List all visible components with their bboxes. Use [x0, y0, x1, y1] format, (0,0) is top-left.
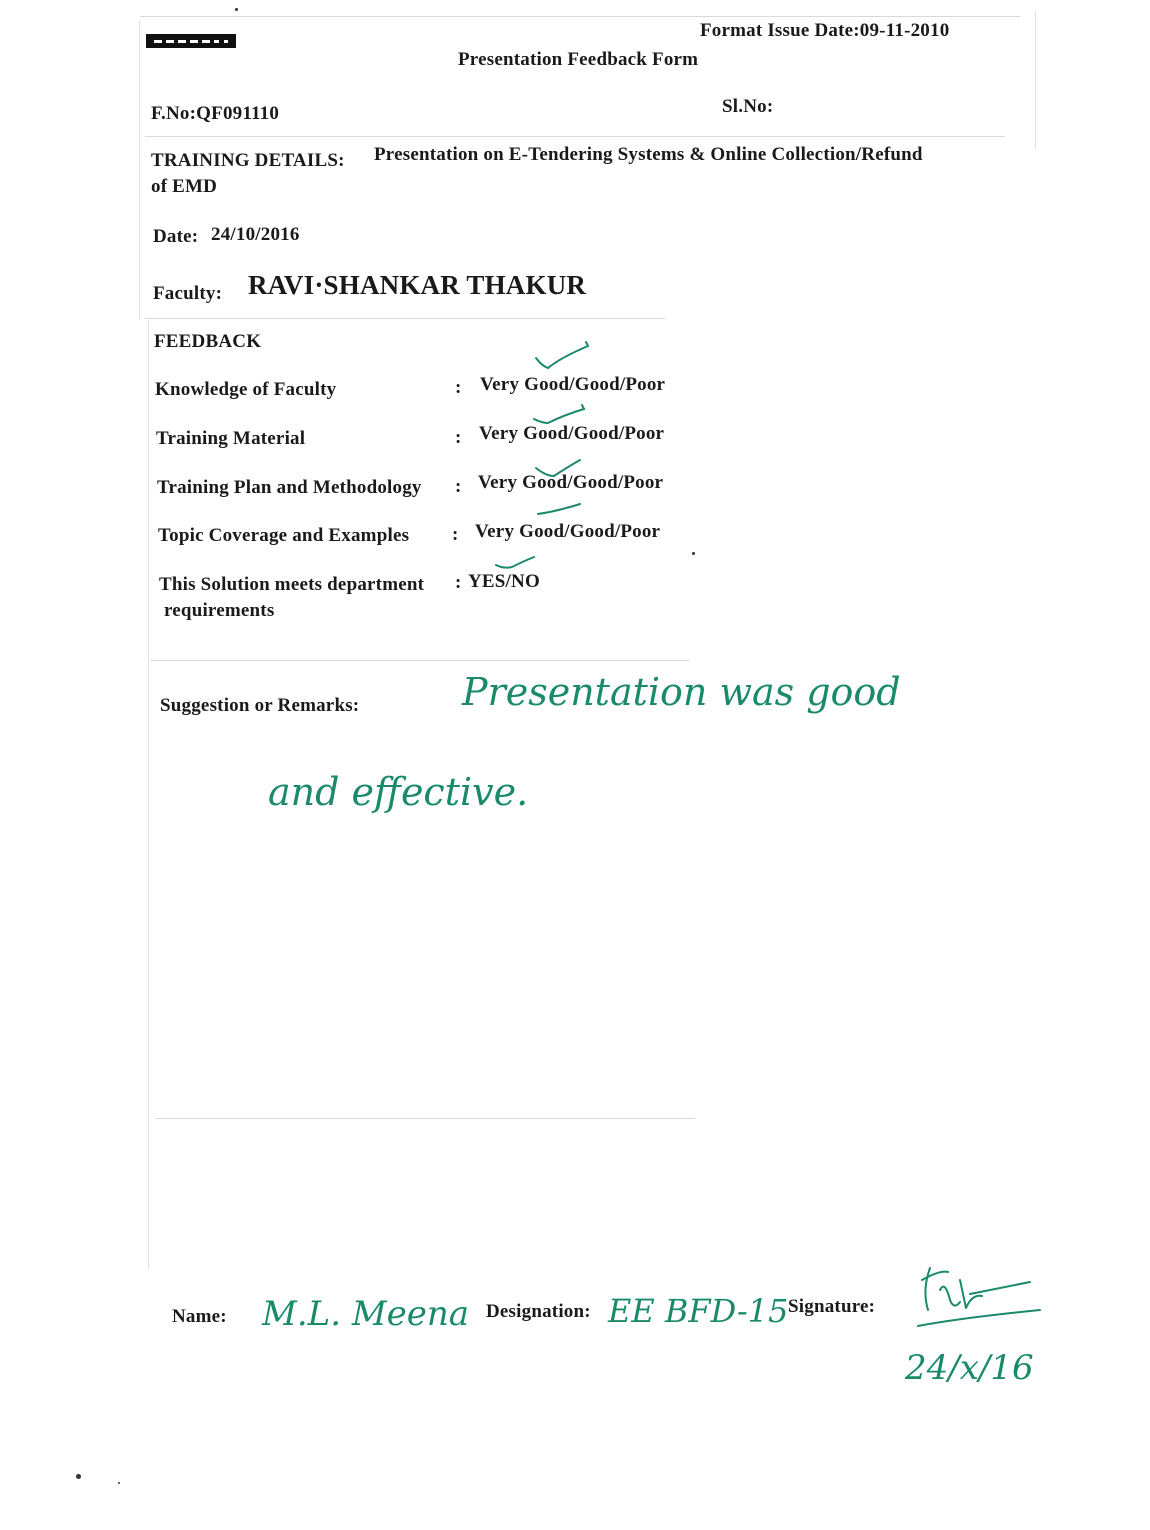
remarks-rule	[155, 1118, 695, 1119]
remarks-label: Suggestion or Remarks:	[160, 695, 360, 716]
feedback-heading: FEEDBACK	[154, 331, 262, 352]
remarks-handwriting-cont: and effective.	[268, 770, 529, 814]
training-details-value-cont: of EMD	[151, 176, 218, 197]
rating-options: Very Good/Good/Poor	[479, 423, 665, 444]
criterion-label: Training Material	[156, 428, 306, 449]
criterion-colon: :	[455, 476, 462, 497]
scan-speck	[692, 552, 695, 555]
check-mark-icon	[534, 500, 594, 522]
form-title: Presentation Feedback Form	[458, 49, 699, 70]
left-margin-line-lower	[148, 320, 149, 1270]
check-mark-icon	[530, 338, 600, 374]
header-rule	[145, 136, 1005, 137]
serial-number-label: Sl.No:	[722, 96, 774, 117]
scan-speck	[76, 1474, 81, 1479]
form-number: F.No:QF091110	[151, 103, 280, 124]
criterion-label: Topic Coverage and Examples	[158, 525, 410, 546]
name-label: Name:	[172, 1306, 227, 1327]
criterion-colon: :	[455, 377, 462, 398]
left-margin-line	[139, 20, 140, 320]
date-label: Date:	[153, 226, 199, 247]
name-handwriting: M.L. Meena	[262, 1294, 470, 1334]
logo	[146, 34, 236, 48]
faculty-label: Faculty:	[153, 283, 223, 304]
signature-label: Signature:	[788, 1296, 876, 1317]
yes-no-options: YES/NO	[468, 571, 540, 592]
criterion-label-cont: requirements	[164, 600, 275, 621]
faculty-rule	[145, 318, 665, 319]
rating-options: Very Good/Good/Poor	[475, 521, 661, 542]
faculty-name: RAVI·SHANKAR THAKUR	[248, 270, 587, 300]
training-details-label: TRAINING DETAILS:	[151, 150, 345, 171]
signature-date-handwriting: 24/x/16	[905, 1348, 1034, 1388]
check-mark-icon	[530, 403, 600, 429]
date-value: 24/10/2016	[211, 224, 300, 245]
check-mark-icon	[532, 456, 592, 482]
designation-handwriting: EE BFD-15	[608, 1292, 789, 1330]
rating-options: Very Good/Good/Poor	[480, 374, 666, 395]
criterion-label: Training Plan and Methodology	[157, 477, 422, 498]
scan-speck	[118, 1482, 120, 1484]
check-mark-icon	[494, 549, 544, 573]
criterion-label: Knowledge of Faculty	[155, 379, 337, 400]
rating-options: Very Good/Good/Poor	[478, 472, 664, 493]
criterion-colon: :	[455, 427, 462, 448]
criterion-label: This Solution meets department	[159, 574, 425, 595]
remarks-handwriting: Presentation was good	[462, 670, 901, 714]
signature-mark	[900, 1260, 1060, 1340]
criterion-colon: :	[452, 524, 459, 545]
right-margin-line	[1035, 10, 1036, 150]
scan-speck	[235, 8, 238, 11]
criterion-colon: :	[455, 572, 462, 593]
top-rule	[140, 16, 1020, 17]
feedback-rule	[150, 660, 690, 661]
training-details-value: Presentation on E-Tendering Systems & Online Collection/Refund	[374, 144, 923, 165]
format-issue-date: Format Issue Date:09-11-2010	[700, 20, 950, 41]
designation-label: Designation:	[486, 1301, 591, 1322]
